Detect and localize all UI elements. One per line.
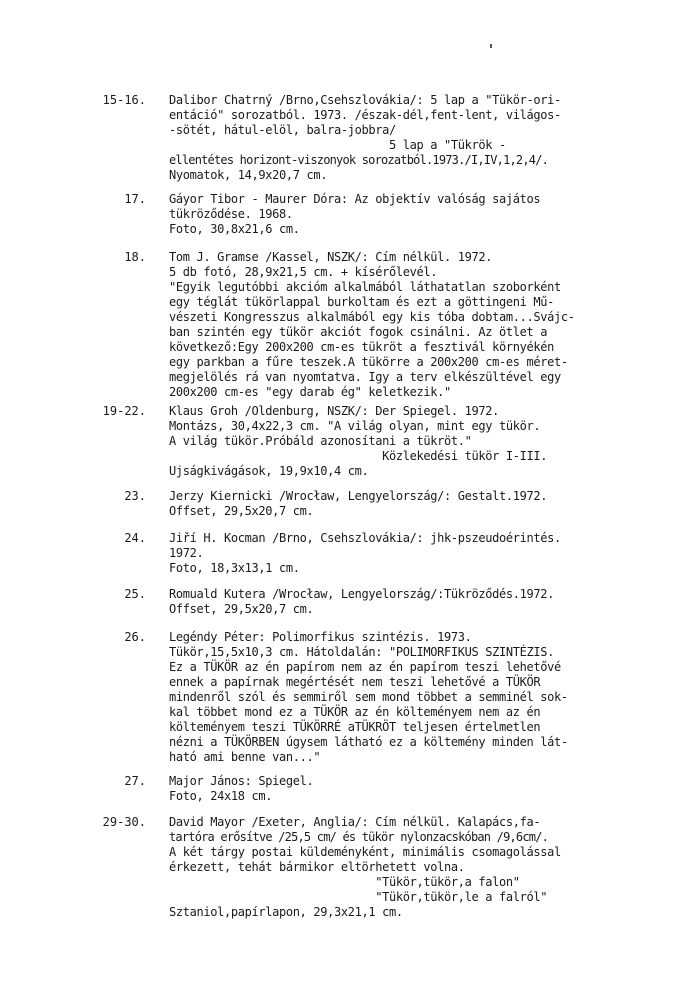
entry-line: "Tükör,tükör,a falon" — [169, 875, 520, 889]
entry-line: Foto, 24x18 cm. — [169, 789, 273, 803]
entry-line: "Egyik legutóbbi akcióm alkalmából láthatatlan szoborként — [169, 280, 561, 294]
entry-text — [169, 815, 689, 920]
entry-line: kal többet mond ez a TÜKÖR az én költeményem nem az én — [169, 705, 541, 719]
entry-line: ban szintén egy tükör akciót fogok csinálni. Az ötlet a — [169, 325, 548, 339]
entry-line: Offset, 29,5x20,7 cm. — [169, 602, 314, 616]
entry-number: 25. — [124, 587, 146, 601]
entry-line: vészeti Kongresszus alkalmából egy kis tóba dobtam...Svájc- — [169, 310, 575, 324]
entry-number: 18. — [124, 250, 146, 264]
entry-line: egy parkban a fűre teszek.A tükörre a 200x200 cm-es méret- — [169, 355, 568, 369]
entry-line: A két tárgy postai küldeményként, minimális csomagolással — [169, 845, 561, 859]
entry-line: Tükör,15,5x10,3 cm. Hátoldalán: "POLIMORFIKUS SZINTÉZIS. — [169, 645, 554, 659]
entry-line: ható ami benne van..." — [169, 750, 321, 764]
entry-line: Tom J. Gramse /Kassel, NSZK/: Cím nélkül. 1972. — [169, 250, 493, 264]
entry-line: érkezett, tehát bármikor eltörhetett volna. — [169, 860, 465, 874]
entry-line: ennek a papírnak megértését nem teszi lehetővé a TÜKÖR — [169, 675, 541, 689]
entry-line: Nyomatok, 14,9x20,7 cm. — [169, 168, 328, 182]
entry-number: 29-30. — [102, 815, 146, 829]
entry-line: megjelölés rá van nyomtatva. Igy a terv elkészültével egy — [169, 370, 561, 384]
entry-line: mindenről szól és semmiről sem mond többet a semminél sok- — [169, 690, 568, 704]
entry-line: következő:Egy 200x200 cm-es tükröt a fesztivál környékén — [169, 340, 554, 354]
entry-line: Jiří H. Kocman /Brno, Csehszlovákia/: jhk-pszeudoérintés. — [169, 531, 561, 545]
entry-text — [169, 93, 689, 183]
entry-text — [169, 774, 689, 804]
entry-number: 17. — [124, 192, 146, 206]
entry-text — [169, 630, 689, 765]
entry-line: Offset, 29,5x20,7 cm. — [169, 504, 314, 518]
entry-line: Legéndy Péter: Polimorfikus szintézis. 1973. — [169, 630, 472, 644]
ink-speck — [490, 44, 492, 48]
entry-line: ellentétes horizont-viszonyok sorozatból.1973./I,IV,1,2,4/. — [169, 153, 549, 167]
entry-line: Foto, 30,8x21,6 cm. — [169, 222, 300, 236]
entry-line: tükröződése. 1968. — [169, 207, 293, 221]
entry-line: Gáyor Tibor - Maurer Dóra: Az objektív valóság sajátos — [169, 192, 541, 206]
entry-number: 26. — [124, 630, 146, 644]
entry-line: költeményem teszi TÜKÖRRÉ aTÜKRÖT teljesen értelmetlen — [169, 720, 541, 734]
entry-line: Ujságkivágások, 19,9x10,4 cm. — [169, 464, 369, 478]
entry-line: 5 db fotó, 28,9x21,5 cm. + kísérőlevél. — [169, 265, 438, 279]
entry-line: 1972. — [169, 546, 204, 560]
entry-line: Közlekedési tükör I-III. — [169, 449, 548, 463]
entry-text — [169, 192, 689, 237]
entry-line: entáció" sorozatból. 1973. /észak-dél,fent-lent, világos- — [169, 108, 561, 122]
entry-line: nézni a TÜKÖRBEN úgysem látható ez a költemény minden lát- — [169, 735, 568, 749]
entry-line: tartóra erősítve /25,5 cm/ és tükör nylonzacskóban /9,6cm/. — [169, 830, 549, 844]
entry-line: Romuald Kutera /Wrocław, Lengyelország/:Tükröződés.1972. — [169, 587, 554, 601]
entry-number: 23. — [124, 489, 146, 503]
entry-line: A világ tükör.Próbáld azonosítani a tükröt." — [169, 434, 472, 448]
entry-line: -sötét, hátul-elöl, balra-jobbra/ — [169, 123, 396, 137]
entry-line: David Mayor /Exeter, Anglia/: Cím nélkül. Kalapács,fa- — [169, 815, 541, 829]
entry-line: Montázs, 30,4x22,3 cm. "A világ olyan, mint egy tükör. — [169, 419, 541, 433]
entry-line: 5 lap a "Tükrök - — [169, 138, 506, 152]
entry-line: Jerzy Kiernicki /Wrocław, Lengyelország/: Gestalt.1972. — [169, 489, 548, 503]
entry-text — [169, 587, 689, 617]
entry-line: Dalibor Chatrný /Brno,Csehszlovákia/: 5 lap a "Tükör-ori- — [169, 93, 561, 107]
entry-number: 24. — [124, 531, 146, 545]
entry-line: Klaus Groh /Oldenburg, NSZK/: Der Spiegel. 1972. — [169, 404, 499, 418]
entry-text — [169, 404, 689, 479]
entry-line: Ez a TÜKÖR az én papírom nem az én papírom teszi lehetővé — [169, 660, 561, 674]
entry-line: Sztaniol,papírlapon, 29,3x21,1 cm. — [169, 905, 403, 919]
entry-line: "Tükör,tükör,le a falról" — [169, 890, 548, 904]
entry-line: Foto, 18,3x13,1 cm. — [169, 561, 300, 575]
entry-line: egy téglát tükörlappal burkoltam és ezt a göttingeni Mű- — [169, 295, 554, 309]
entry-text — [169, 250, 689, 400]
entry-text — [169, 531, 689, 576]
entry-line: Major János: Spiegel. — [169, 774, 314, 788]
entry-line: 200x200 cm-es "egy darab ég" keletkezik." — [169, 385, 451, 399]
entry-number: 19-22. — [102, 404, 146, 418]
entry-number: 27. — [124, 774, 146, 788]
entry-number: 15-16. — [102, 93, 146, 107]
entry-text — [169, 489, 689, 519]
